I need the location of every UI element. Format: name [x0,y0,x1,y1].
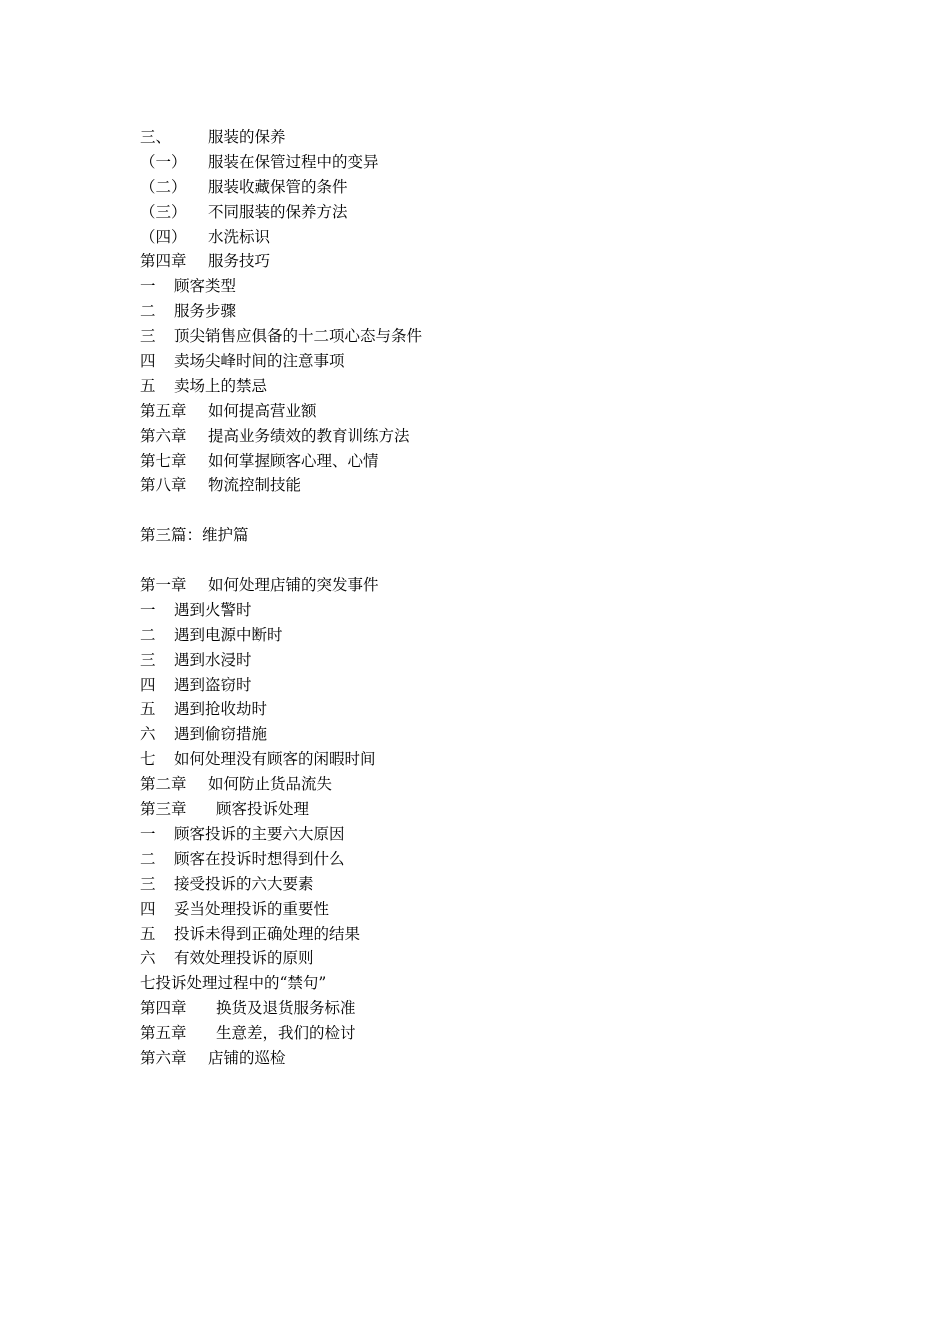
toc-line [140,648,840,673]
toc-number: （二） [140,177,187,196]
toc-title: 顾客类型 [174,277,237,296]
toc-title: 顾客投诉处理 [216,800,310,819]
toc-title: 如何防止货品流失 [208,775,333,794]
toc-line [140,772,840,797]
toc-line [140,399,840,424]
toc-title: 店铺的巡检 [208,1048,286,1067]
toc-title: 生意差，我们的检讨 [216,1024,356,1043]
toc-number: 二 [140,625,156,644]
toc-title: 提高业务绩效的教育训练方法 [208,426,410,445]
toc-line [140,847,840,872]
toc-title: 遇到偷窃措施 [174,725,268,744]
toc-number: 一 [140,277,156,296]
toc-line [140,449,840,474]
toc-number: 六 [140,949,156,968]
document-page [140,125,840,1071]
toc-number: 四 [140,675,156,694]
toc-title: 水洗标识 [208,227,271,246]
toc-title: 服装收藏保管的条件 [208,177,348,196]
toc-line [140,623,840,648]
toc-title: 如何处理没有顾客的闲暇时间 [174,750,376,769]
toc-number: 第六章 [140,1048,187,1067]
toc-line [140,1021,840,1046]
toc-line [140,822,840,847]
toc-line [140,225,840,250]
toc-number: （一） [140,152,187,171]
toc-line [140,274,840,299]
toc-line [140,697,840,722]
toc-line [140,946,840,971]
toc-line [140,722,840,747]
toc-number: 第八章 [140,476,187,495]
toc-line [140,996,840,1021]
toc-title: 遇到抢收劫时 [174,700,268,719]
toc-number: 第一章 [140,576,187,595]
toc-number: 第四章 [140,999,187,1018]
toc-number: 第七章 [140,451,187,470]
toc-line [140,200,840,225]
toc-number: 三 [140,327,156,346]
toc-number: 二 [140,302,156,321]
toc-number: 一 [140,600,156,619]
toc-number: 一 [140,824,156,843]
toc-title: 卖场上的禁忌 [174,376,268,395]
toc-line [140,299,840,324]
toc-line [140,673,840,698]
toc-title: 顶尖销售应俱备的十二项心态与条件 [174,327,423,346]
toc-line [140,872,840,897]
toc-line [140,249,840,274]
toc-title: 遇到水浸时 [174,650,252,669]
toc-line [140,598,840,623]
toc-line [140,897,840,922]
toc-title: 投诉未得到正确处理的结果 [174,924,361,943]
toc-line [140,324,840,349]
toc-number: （四） [140,227,187,246]
toc-line [140,374,840,399]
toc-title: 服装在保管过程中的变异 [208,152,379,171]
toc-number: 三、 [140,128,172,146]
toc-line [140,473,840,498]
toc-number: 四 [140,899,156,918]
toc-number: 第二章 [140,775,187,794]
toc-line [140,1046,840,1071]
toc-title: 顾客在投诉时想得到什么 [174,849,345,868]
toc-line [140,175,840,200]
toc-number: 七 [140,750,156,769]
toc-number: 五 [140,700,156,719]
toc-number: 四 [140,352,156,371]
toc-line [140,424,840,449]
toc-title: 妥当处理投诉的重要性 [174,899,330,918]
toc-number: （三） [140,202,187,221]
toc-number: 第六章 [140,426,187,445]
toc-line [140,747,840,772]
toc-title: 有效处理投诉的原则 [174,949,314,968]
toc-line [140,922,840,947]
toc-title: 服装的保养 [208,128,286,146]
toc-title: 如何掌握顾客心理、心情 [208,451,379,470]
toc-number: 第三章 [140,800,187,819]
toc-title: 遇到盗窃时 [174,675,252,694]
toc-number: 三 [140,874,156,893]
toc-title: 如何提高营业额 [208,401,317,420]
toc-number: 二 [140,849,156,868]
toc-number: 五 [140,376,156,395]
toc-title: 接受投诉的六大要素 [174,874,314,893]
toc-title: 不同服装的保养方法 [208,202,348,221]
toc-title: 顾客投诉的主要六大原因 [174,824,345,843]
toc-line [140,523,840,548]
toc-number: 第五章 [140,401,187,420]
toc-line [140,125,840,150]
toc-number: 五 [140,924,156,943]
blank-line [140,498,840,523]
toc-title: 换货及退货服务标准 [216,999,356,1018]
toc-title: 遇到火警时 [174,600,252,619]
toc-title: 如何处理店铺的突发事件 [208,576,379,595]
toc-title: 服务技巧 [208,252,271,271]
toc-title: 第三篇：维护篇 [140,526,249,545]
toc-title: 七投诉处理过程中的“禁句” [140,974,327,993]
toc-line [140,349,840,374]
toc-line [140,573,840,598]
toc-title: 服务步骤 [174,302,237,321]
toc-number: 第五章 [140,1024,187,1043]
toc-line [140,150,840,175]
toc-number: 第四章 [140,252,187,271]
toc-number: 三 [140,650,156,669]
toc-line [140,971,840,996]
toc-title: 遇到电源中断时 [174,625,283,644]
blank-line [140,548,840,573]
toc-line [140,797,840,822]
toc-title: 卖场尖峰时间的注意事项 [174,352,345,371]
toc-number: 六 [140,725,156,744]
toc-title: 物流控制技能 [208,476,302,495]
